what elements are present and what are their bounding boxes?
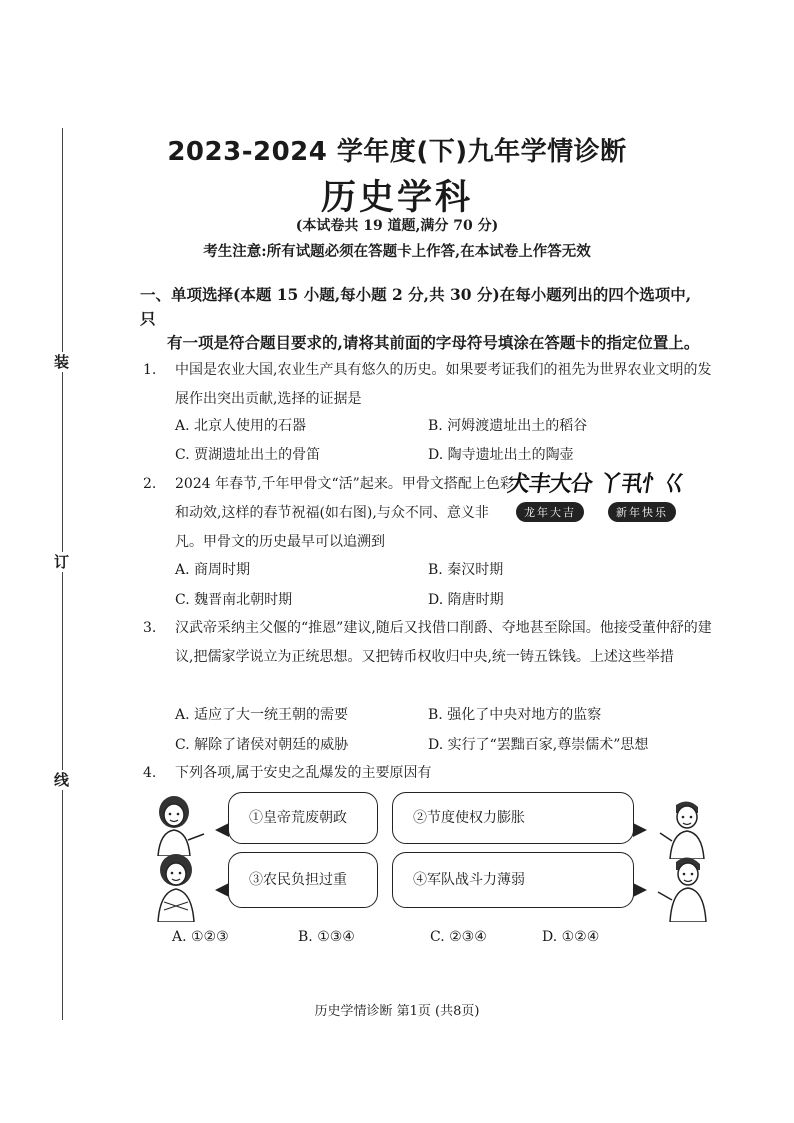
man-figure-icon (654, 852, 714, 922)
bubble-text: ②节度使权力膨胀 (413, 810, 525, 826)
option-c: C. 解除了诸侯对朝廷的威胁 (175, 737, 349, 753)
oracle-greeting-left (505, 467, 594, 522)
speech-bubble-4 (392, 852, 634, 908)
question-number: 1. (143, 362, 157, 378)
bubble-text: ①皇帝荒废朝政 (249, 810, 347, 826)
option-a: A. 北京人使用的石器 (175, 418, 307, 434)
option-a: A. 适应了大一统王朝的需要 (175, 707, 349, 723)
option-b: B. 强化了中央对地方的监察 (428, 707, 602, 723)
exam-notice: 考生注意:所有试题必须在答题卡上作答,在本试卷上作答无效 (203, 243, 591, 260)
question-stem: 汉武帝采纳主父偃的“推恩”建议,随后又找借口削爵、夺地甚至除国。他接受董仲舒的建议,把儒家学说立为正统思想。又把铸币权收归中央,统一铸五铢钱。上述这些举措 (175, 620, 712, 665)
speech-bubble-1 (228, 792, 378, 844)
man-figure-icon (654, 795, 714, 859)
oracle-bone-glyphs: 犬丰大㕣 (505, 471, 594, 497)
binding-char-xian: 线 (54, 771, 70, 789)
section-heading-line2: 有一项是符合题目要求的,请将其前面的字母符号填涂在答题卡的指定位置上。 (167, 333, 700, 352)
oracle-seal-label: 龙年大吉 (516, 502, 584, 522)
binding-char-ding: 订 (54, 553, 70, 571)
binding-line (62, 128, 63, 1020)
question-stem: 2024 年春节,千年甲骨文“活”起来。甲骨文搭配上色彩和动效,这样的春节祝福(如右图),与众不同、意义非凡。甲骨文的历史最早可以追溯到 (175, 476, 514, 550)
oracle-greeting-right (597, 467, 686, 522)
oracle-bone-glyphs: 丫丮忄巜 (597, 471, 686, 497)
question-number: 4. (143, 765, 157, 781)
option-b: B. ①③④ (298, 929, 355, 945)
exam-title: 2023-2024 学年度(下)九年学情诊断 (167, 137, 627, 167)
subject-title: 历史学科 (320, 178, 473, 218)
speech-bubble-3 (228, 852, 378, 908)
speech-bubble-2 (392, 792, 634, 844)
oracle-seal-label: 新年快乐 (608, 502, 676, 522)
option-b: B. 河姆渡遗址出土的稻谷 (428, 418, 588, 434)
exam-info: (本试卷共 19 道题,满分 70 分) (295, 218, 499, 234)
woman-figure-icon (150, 792, 210, 856)
option-d: D. 实行了“罢黜百家,尊崇儒术”思想 (428, 737, 649, 753)
question-stem: 下列各项,属于安史之乱爆发的主要原因有 (175, 765, 432, 781)
bubble-text: ③农民负担过重 (249, 872, 347, 888)
woman-figure-icon (150, 852, 210, 922)
option-c: C. ②③④ (430, 929, 487, 945)
option-c: C. 魏晋南北朝时期 (175, 592, 293, 608)
section-heading (140, 283, 700, 355)
option-c: C. 贾湖遗址出土的骨笛 (175, 447, 321, 463)
question-stem: 中国是农业大国,农业生产具有悠久的历史。如果要考证我们的祖先为世界农业文明的发展作出突出贡献,选择的证据是 (175, 362, 712, 407)
question-number: 2. (143, 476, 157, 492)
section-heading-line1: 一、单项选择(本题 15 小题,每小题 2 分,共 30 分)在每小题列出的四个选项中,只 (140, 285, 692, 328)
option-d: D. ①②④ (542, 929, 600, 945)
option-a: A. 商周时期 (175, 562, 251, 578)
option-d: D. 隋唐时期 (428, 592, 504, 608)
question-number: 3. (143, 620, 157, 636)
option-d: D. 陶寺遗址出土的陶壶 (428, 447, 574, 463)
option-b: B. 秦汉时期 (428, 562, 504, 578)
bubble-text: ④军队战斗力薄弱 (413, 872, 525, 888)
binding-char-zhuang: 装 (54, 353, 70, 371)
option-a: A. ①②③ (172, 929, 229, 945)
page-footer: 历史学情诊断 第1页 (共8页) (314, 1004, 480, 1019)
